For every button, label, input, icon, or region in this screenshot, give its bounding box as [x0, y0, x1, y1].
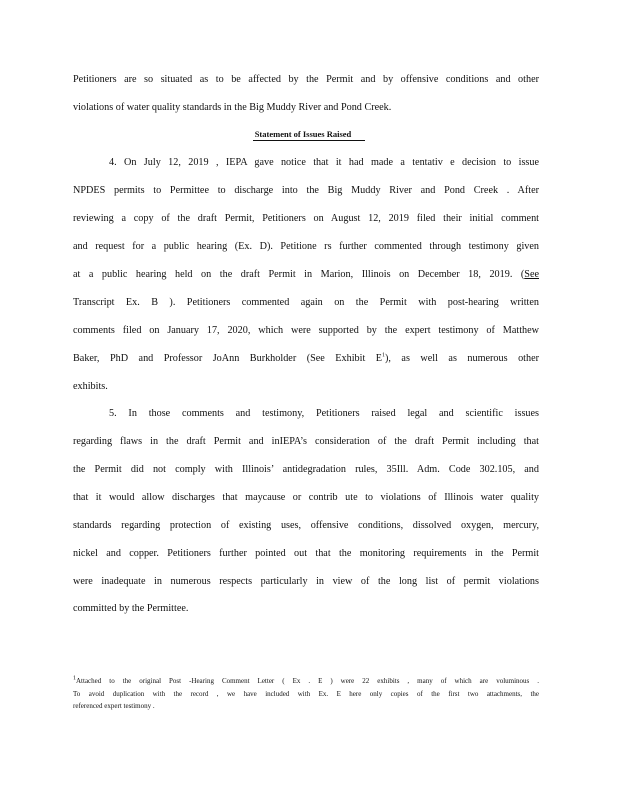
text-line: that it would allow discharges that maycause or contrib ute to violations of Illinois water quality [73, 492, 539, 503]
underlined-signal: See [524, 269, 539, 280]
text-line: Transcript Ex. B ). Petitioners commented again on the Permit with post-hearing written [73, 297, 539, 308]
heading-text: Statement of Issues Raised [253, 129, 366, 141]
text-segment: Baker, PhD and Professor JoAnn Burkholder (See Exhibit E [73, 353, 382, 364]
text-line: 5. In those comments and testimony, Petitioners raised legal and scientific issues [109, 408, 539, 419]
text-line [73, 269, 539, 281]
section-heading [0, 129, 618, 139]
text-line: reviewing a copy of the draft Permit, Petitioners on August 12, 2019 filed their initial comment [73, 213, 539, 224]
text-line: comments filed on January 17, 2020, which were supported by the expert testimony of Matthew [73, 325, 539, 336]
footnote-line [73, 676, 539, 687]
footnote-line: To avoid duplication with the record , we have included with Ex. E here only copies of the first two attachments, the [73, 690, 539, 698]
text-line: NPDES permits to Permittee to discharge into the Big Muddy River and Pond Creek . After [73, 185, 539, 196]
text-line: 4. On July 12, 2019 , IEPA gave notice that it had made a tentativ e decision to issue [109, 157, 539, 168]
text-line: exhibits. [73, 381, 108, 392]
text-line: the Permit did not comply with Illinois’ antidegradation rules, 35Ill. Adm. Code 302.105, and [73, 464, 539, 475]
footnote-line: referenced expert testimony . [73, 702, 155, 710]
text-line: nickel and copper. Petitioners further pointed out that the monitoring requirements in the Permit [73, 548, 539, 559]
text-segment: at a public hearing held on the draft Permit in Marion, Illinois on December 18, 2019. ( [73, 269, 525, 280]
text-line: violations of water quality standards in the Big Muddy River and Pond Creek. [73, 102, 392, 113]
text-segment: ), as well as numerous other [385, 353, 539, 364]
text-line: were inadequate in numerous respects particularly in view of the long list of permit violations [73, 576, 539, 587]
text-line [73, 353, 539, 365]
text-line: standards regarding protection of existing uses, offensive conditions, dissolved oxygen, mercury, [73, 520, 539, 531]
text-line: and request for a public hearing (Ex. D). Petitione rs further commented through testimony given [73, 241, 539, 252]
footnote-mark: 1 [73, 675, 76, 682]
text-line: committed by the Permittee. [73, 603, 189, 614]
text-line: Petitioners are so situated as to be affected by the Permit and by offensive conditions and other [73, 74, 539, 85]
footnote-ref: 1 [382, 352, 385, 359]
text-segment: Attached to the original Post -Hearing Comment Letter ( Ex . E ) were 22 exhibits , many of which are voluminous . [76, 677, 539, 685]
text-line: regarding flaws in the draft Permit and inIEPA’s consideration of the draft Permit including that [73, 436, 539, 447]
